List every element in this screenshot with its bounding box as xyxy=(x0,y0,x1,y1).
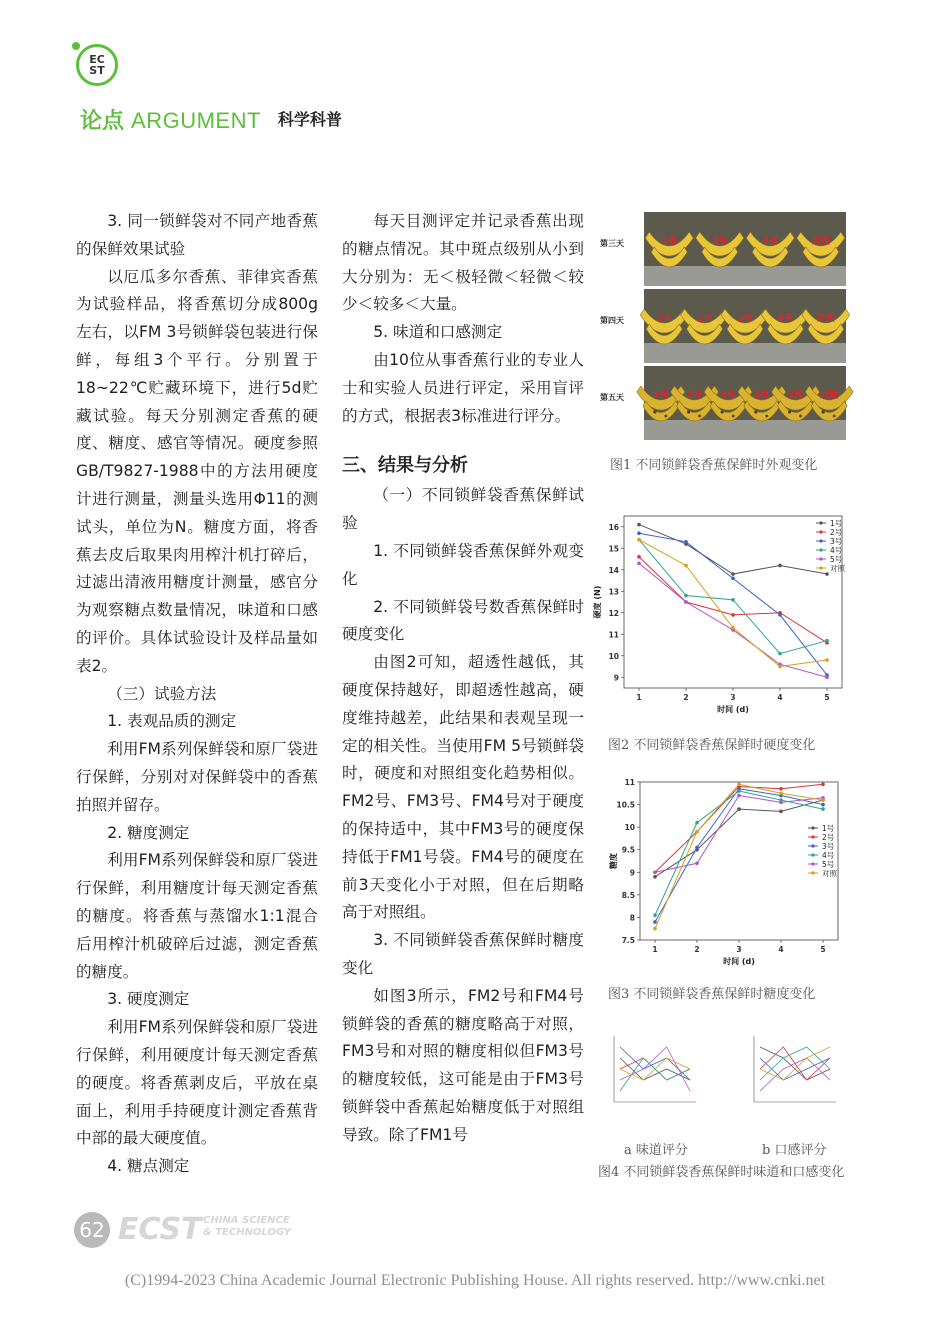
text-column-2 xyxy=(342,208,584,1150)
data-point xyxy=(778,613,782,617)
data-point xyxy=(779,810,783,814)
x-tick-label: 5 xyxy=(820,945,826,954)
legend-marker xyxy=(819,521,822,524)
series-line xyxy=(639,563,827,677)
data-point xyxy=(637,562,641,566)
legend-label: 5号 xyxy=(822,860,835,869)
data-point xyxy=(637,531,641,535)
col1-paragraph: 1. 表观品质的测定 xyxy=(107,712,237,731)
bag-label: 2号 xyxy=(686,391,703,401)
y-tick-label: 9 xyxy=(613,673,619,683)
photo-row-label: 第四天 xyxy=(600,316,624,325)
figure-4a-label: a 味道评分 xyxy=(624,1143,688,1158)
data-point xyxy=(653,875,657,879)
y-tick-label: 16 xyxy=(608,522,619,532)
y-tick-label: 14 xyxy=(608,565,619,575)
bag-label: 3号 xyxy=(762,237,778,247)
bag-label: 对照 xyxy=(816,314,835,324)
y-tick-label: 8 xyxy=(629,913,635,923)
legend-label: 3号 xyxy=(822,842,835,851)
legend-marker xyxy=(819,557,822,560)
y-tick-label: 13 xyxy=(608,587,619,597)
col1-paragraph: 3. 硬度测定 xyxy=(107,990,190,1009)
col2-paragraph: 每天目测评定并记录香蕉出现的糖点情况。其中斑点级别从小到大分别为：无＜极轻微＜轻微＜较少＜较多＜大量。 xyxy=(342,212,584,314)
footer-brand-sub1: CHINA SCIENCE xyxy=(203,1215,290,1226)
figure-4b-label: b 口感评分 xyxy=(762,1143,827,1158)
col2-paragraph xyxy=(342,430,584,443)
data-point xyxy=(695,846,699,850)
y-tick-label: 15 xyxy=(608,544,619,554)
sugar-spot xyxy=(788,410,791,413)
bag-label: 对照 xyxy=(811,237,830,247)
data-point xyxy=(825,639,829,643)
x-tick-label: 3 xyxy=(736,945,742,954)
y-tick-label: 10.5 xyxy=(616,800,635,810)
photo-row-label: 第五天 xyxy=(600,393,624,402)
sugar-spot xyxy=(687,410,690,413)
photo-row-label: 第三天 xyxy=(600,239,624,248)
data-point xyxy=(825,675,829,679)
data-point xyxy=(731,613,735,617)
data-point xyxy=(731,626,735,630)
series-line xyxy=(639,525,827,574)
bag-label: 3号 xyxy=(737,314,753,324)
legend-marker xyxy=(819,566,822,569)
data-point xyxy=(825,572,829,576)
series-line xyxy=(655,800,823,877)
figure-3-chart xyxy=(600,776,850,970)
x-tick-label: 3 xyxy=(730,693,736,702)
figure-1-caption: 图1 不同锁鲜袋香蕉保鲜时外观变化 xyxy=(610,458,818,473)
legend-marker xyxy=(811,835,814,838)
sugar-spot xyxy=(664,415,667,418)
data-point xyxy=(731,577,735,581)
legend-marker xyxy=(819,530,822,533)
section-cn: 论点 xyxy=(80,109,125,134)
bag-label: 4号 xyxy=(754,391,770,401)
col2-paragraph: 1. 不同锁鲜袋香蕉保鲜外观变化 xyxy=(342,541,584,588)
data-point xyxy=(821,798,825,802)
data-point xyxy=(737,782,741,786)
col1-paragraph: （三）试验方法 xyxy=(107,684,217,703)
logo-dot xyxy=(72,42,80,50)
data-point xyxy=(779,801,783,805)
data-point xyxy=(737,789,741,793)
bag-label: 2号 xyxy=(696,314,713,324)
series-line xyxy=(639,533,827,675)
col1-paragraph: 2. 糖度测定 xyxy=(107,823,190,842)
y-tick-label: 11 xyxy=(624,778,635,787)
legend-label: 2号 xyxy=(830,528,843,537)
y-tick-label: 9 xyxy=(629,868,635,878)
y-tick-label: 8.5 xyxy=(621,890,635,900)
col2-paragraph: （一）不同锁鲜袋香蕉保鲜试验 xyxy=(342,486,584,533)
figure-4a-chart xyxy=(598,1028,708,1118)
col1-paragraph: 利用FM系列保鲜袋和原厂袋进行保鲜，利用硬度计每天测定香蕉的硬度。将香蕉剥皮后，平放在桌面上，利用手持硬度计测定香蕉背中部的最大硬度值。 xyxy=(76,1018,318,1148)
legend-label: 2号 xyxy=(822,833,835,842)
x-tick-label: 1 xyxy=(636,693,642,702)
data-point xyxy=(731,598,735,602)
x-tick-label: 2 xyxy=(694,945,700,954)
legend-marker xyxy=(811,826,814,829)
data-point xyxy=(637,523,641,527)
col1-paragraph: 3. 同一锁鲜袋对不同产地香蕉的保鲜效果试验 xyxy=(76,212,318,258)
data-point xyxy=(779,787,783,791)
figure-1-photo xyxy=(598,212,846,442)
col1-paragraph: 以厄瓜多尔香蕉、菲律宾香蕉为试验样品，将香蕉切分成800g左右，以FM 3号锁鲜袋包装进行保鲜，每组3个平行。分别置于18~22℃贮藏环境下，进行5d贮藏试验。每天分别测定香蕉的硬度、糖度、感官等情况。硬度参照GB/T9827-1988中的方法用硬度计进行测量，测量头选用Φ11的测试头，单位为N。糖度方面，将香蕉去皮后取果肉用榨汁机打碎后，过滤出清液用糖度计测量，感官分为观察糖点数量情况，味道和口感的评价。具体试验设计及样品量如表2。 xyxy=(76,267,318,675)
page-number: 62 xyxy=(74,1212,110,1248)
footer-brand: ECST xyxy=(118,1212,202,1247)
figure-4b-chart xyxy=(738,1028,850,1118)
col1-paragraph: 利用FM系列保鲜袋和原厂袋进行保鲜，分别对对保鲜袋中的香蕉拍照并留存。 xyxy=(76,740,318,814)
data-point xyxy=(695,830,699,834)
sugar-spot xyxy=(698,415,701,418)
bag-label: 5号 xyxy=(787,391,804,401)
col1-paragraph: 4. 糖点测定 xyxy=(107,1157,190,1176)
x-tick-label: 1 xyxy=(652,945,658,954)
copyright-notice: (C)1994-2023 China Academic Journal Electronic Publishing House. All rights reserved. http://www.cnki.net xyxy=(124,1272,826,1289)
legend-label: 1号 xyxy=(830,519,843,528)
legend-marker xyxy=(819,548,822,551)
figure-2-chart xyxy=(593,510,854,722)
data-point xyxy=(778,652,782,656)
section-sub: 科学科普 xyxy=(277,110,342,129)
bag-label: 1号 xyxy=(656,314,672,324)
x-tick-label: 4 xyxy=(777,693,783,702)
y-tick-label: 12 xyxy=(608,608,619,618)
section-en: ARGUMENT xyxy=(131,108,261,133)
footer-brand-sub xyxy=(203,1215,291,1239)
x-tick-label: 5 xyxy=(824,693,830,702)
data-point xyxy=(695,821,699,825)
data-point xyxy=(779,791,783,795)
data-point xyxy=(637,538,641,542)
legend-label: 5号 xyxy=(830,555,843,564)
bag-label: 1号 xyxy=(653,391,669,401)
col2-paragraph: 三、结果与分析 xyxy=(342,455,468,477)
sugar-spot xyxy=(754,410,757,413)
data-point xyxy=(821,807,825,811)
y-tick-label: 11 xyxy=(608,630,619,640)
data-point xyxy=(731,572,735,576)
data-point xyxy=(684,594,688,598)
col2-paragraph: 如图3所示，FM2号和FM4号锁鲜袋的香蕉的糖度略高于对照，FM3号和对照的糖度相似但FM3号的糖度较低，这可能是由于FM3号锁鲜袋中香蕉起始糖度低于对照组导致。除了FM1号 xyxy=(342,986,584,1144)
photo-table xyxy=(644,266,846,286)
legend-marker xyxy=(819,539,822,542)
col2-paragraph: 3. 不同锁鲜袋香蕉保鲜时糖度变化 xyxy=(342,931,584,977)
data-point xyxy=(821,782,825,786)
bag-label: 4号 xyxy=(777,314,794,324)
y-tick-label: 10 xyxy=(624,823,635,833)
data-point xyxy=(695,861,699,865)
col2-paragraph: 2. 不同锁鲜袋号数香蕉保鲜时硬度变化 xyxy=(342,597,584,644)
data-point xyxy=(653,927,657,931)
bag-label: 3号 xyxy=(720,391,736,401)
sugar-spot xyxy=(765,415,768,418)
sugar-spot xyxy=(732,415,735,418)
section-header xyxy=(80,104,342,135)
data-point xyxy=(653,913,657,917)
col1-paragraph: 利用FM系列保鲜袋和原厂袋进行保鲜，利用糖度计每天测定香蕉的糖度。将香蕉与蒸馏水1:1混合后用榨汁机破碎后过滤，测定香蕉的糖度。 xyxy=(76,851,318,981)
text-column-1 xyxy=(76,208,318,1181)
series-line xyxy=(639,540,827,654)
data-point xyxy=(825,658,829,662)
legend-marker xyxy=(811,871,814,874)
bag-label: 2号 xyxy=(712,237,728,247)
figure-4-caption: 图4 不同锁鲜袋香蕉保鲜时味道和口感变化 xyxy=(598,1165,845,1180)
data-point xyxy=(637,555,641,559)
ecst-logo xyxy=(76,44,118,86)
sugar-spot xyxy=(822,410,825,413)
sugar-spot xyxy=(799,415,802,418)
legend-label: 对照 xyxy=(830,564,845,573)
data-point xyxy=(653,920,657,924)
data-point xyxy=(821,803,825,807)
photo-table xyxy=(644,420,846,440)
figure-2-caption: 图2 不同锁鲜袋香蕉保鲜时硬度变化 xyxy=(608,738,816,753)
logo-line1: EC xyxy=(89,53,105,66)
col2-paragraph: 5. 味道和口感测定 xyxy=(373,323,503,342)
sugar-spot xyxy=(653,410,656,413)
y-axis-label: 糖度 xyxy=(609,853,618,869)
x-tick-label: 4 xyxy=(778,945,784,954)
legend-label: 4号 xyxy=(822,851,835,860)
sugar-spot xyxy=(721,410,724,413)
data-point xyxy=(684,564,688,568)
legend-marker xyxy=(811,862,814,865)
x-axis-label: 时间 (d) xyxy=(723,957,755,966)
y-tick-label: 7.5 xyxy=(621,936,635,945)
y-tick-label: 10 xyxy=(608,651,619,661)
col2-paragraph: 由10位从事香蕉行业的专业人士和实验人员进行评定，采用盲评的方式，根据表3标准进行评分。 xyxy=(342,350,584,425)
figure-3-caption: 图3 不同锁鲜袋香蕉保鲜时糖度变化 xyxy=(608,987,816,1002)
data-point xyxy=(737,807,741,811)
footer-brand-sub2: & TECHNOLOGY xyxy=(203,1227,291,1238)
legend-label: 对照 xyxy=(822,869,837,878)
data-point xyxy=(684,600,688,604)
data-point xyxy=(778,564,782,568)
series-line xyxy=(655,784,823,928)
legend-label: 1号 xyxy=(822,824,835,833)
bag-label: 1号 xyxy=(661,237,677,247)
x-axis-label: 时间 (d) xyxy=(717,705,749,714)
bag-label: 对照 xyxy=(820,391,839,401)
data-point xyxy=(737,794,741,798)
legend-marker xyxy=(811,853,814,856)
x-tick-label: 2 xyxy=(683,693,689,702)
photo-table xyxy=(644,343,846,363)
y-tick-label: 9.5 xyxy=(621,845,635,855)
col2-paragraph: 由图2可知，超透性越低，其硬度保持越好，即超透性越高，硬度维持越差，此结果和表观呈现一定的相关性。当使用FM 5号锁鲜袋时，硬度和对照组变化趋势相似。FM2号、FM3号、FM4号对于硬度的保持适中，其中FM3号的硬度保持低于FM1号袋。FM4号的硬度在前3天变化小于对照，但在后期略高于对照组。 xyxy=(342,653,584,922)
data-point xyxy=(778,665,782,669)
y-axis-label: 硬度 (N) xyxy=(593,585,602,619)
data-point xyxy=(684,540,688,544)
legend-marker xyxy=(811,844,814,847)
legend-label: 3号 xyxy=(830,537,843,546)
data-point xyxy=(653,870,657,874)
sugar-spot xyxy=(833,415,836,418)
series-line xyxy=(639,540,827,667)
legend-label: 4号 xyxy=(830,546,843,555)
logo-line2: ST xyxy=(89,64,105,77)
